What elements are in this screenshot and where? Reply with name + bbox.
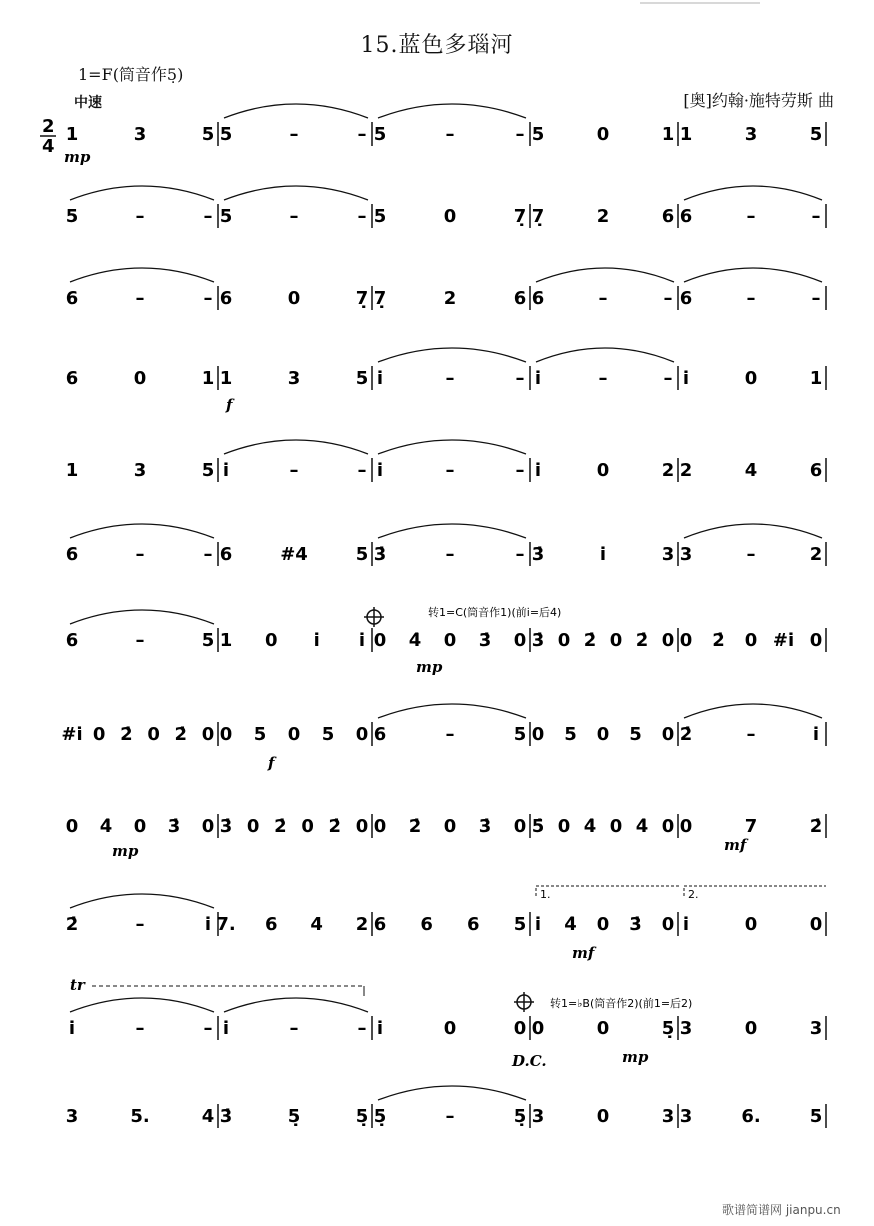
note: 5 [564, 724, 577, 745]
note: i̇ [534, 914, 542, 935]
note: 0 [661, 816, 675, 837]
note: 0 [133, 816, 147, 837]
trill-marking: tr [70, 976, 85, 994]
note: – [746, 288, 756, 309]
note: – [289, 460, 299, 481]
note: i̇ [812, 724, 820, 745]
note: – [203, 1018, 213, 1039]
note: 0 [301, 816, 314, 837]
note: 0 [373, 816, 387, 837]
slur [378, 524, 526, 538]
key-signature: 1=F(筒音作5̣) [78, 65, 184, 84]
note: 5 [355, 368, 369, 389]
composer-credit: [奥]约翰·施特劳斯 曲 [683, 91, 834, 110]
note: 2̇ [274, 816, 287, 837]
note: 0 [65, 816, 79, 837]
note: 7̣ [373, 288, 387, 309]
note: i̇ [682, 368, 690, 389]
note: 3 [809, 1018, 823, 1039]
note: 4̇ [99, 816, 113, 837]
slur [536, 348, 674, 362]
slur [684, 704, 822, 718]
note: 0 [809, 630, 823, 651]
slur [684, 268, 822, 282]
note: 5 [373, 206, 387, 227]
note: 1 [679, 124, 693, 145]
note: 4 [201, 1106, 215, 1127]
modulation-note-2: 转1=♭B(筒音作2)(前1=后2) [550, 997, 693, 1010]
note: 6 [679, 206, 693, 227]
note: 0 [744, 368, 758, 389]
note: i̇ [222, 1018, 230, 1039]
note: 5 [809, 1106, 823, 1127]
time-sig-bottom: 4 [42, 136, 55, 157]
note: 0 [355, 816, 369, 837]
note: 7̣ [355, 288, 369, 309]
slur [70, 524, 214, 538]
volta-1: 1. [540, 888, 551, 901]
slur [224, 104, 368, 118]
note: 1 [809, 368, 823, 389]
note: 6 [65, 544, 79, 565]
note: 0 [596, 1106, 610, 1127]
note: 5 [219, 124, 233, 145]
note: 0 [661, 630, 675, 651]
note: – [515, 124, 525, 145]
note: i̇ [313, 630, 320, 651]
note: 1 [219, 368, 233, 389]
note: – [357, 124, 367, 145]
note: – [135, 630, 145, 651]
note: 0 [513, 816, 527, 837]
note: 3 [287, 368, 301, 389]
note: 6 [531, 288, 545, 309]
note: 3 [744, 124, 758, 145]
note: 2 [661, 460, 675, 481]
note: – [203, 544, 213, 565]
note: 0 [443, 630, 457, 651]
note: 2̇ [635, 630, 649, 651]
note: 6 [65, 368, 79, 389]
note: – [135, 206, 145, 227]
note: 2̇ [120, 724, 133, 745]
note: 0 [679, 630, 693, 651]
slur [378, 440, 526, 454]
note: 1 [661, 124, 675, 145]
coda-sign-icon [514, 992, 534, 1012]
note: 6 [219, 288, 233, 309]
note: i̇ [534, 368, 542, 389]
note: 0 [596, 124, 610, 145]
note: i̇ [376, 460, 384, 481]
note: – [357, 1018, 367, 1039]
note: 0 [557, 630, 571, 651]
note: 0 [609, 816, 623, 837]
note: #i̇ [772, 630, 795, 651]
note: 1 [65, 460, 79, 481]
note: – [289, 1018, 299, 1039]
note: – [515, 368, 525, 389]
note: 3̇ [373, 544, 387, 565]
note: 5̇ [531, 816, 545, 837]
note: i̇ [358, 630, 366, 651]
note: – [445, 368, 455, 389]
note: 4̇ [635, 816, 649, 837]
note: 0 [373, 630, 387, 651]
page-title: 15.蓝色多瑙河 [360, 33, 514, 58]
note: 6 [513, 288, 527, 309]
note: 0 [287, 724, 301, 745]
note: – [746, 724, 756, 745]
note: 0 [513, 1018, 527, 1039]
note: 5 [65, 206, 79, 227]
note: 0 [744, 630, 758, 651]
slur [70, 894, 214, 908]
note: i̇ [204, 914, 212, 935]
note: 5 [201, 630, 215, 651]
watermark: 歌谱简谱网 jianpu.cn [722, 1203, 841, 1217]
note: 6 [661, 206, 675, 227]
note: 4̇ [408, 630, 422, 651]
note: 6 [467, 914, 480, 935]
note: – [598, 288, 608, 309]
dynamic-mark: f [268, 754, 275, 772]
note: 5̣ [661, 1018, 675, 1039]
note: 5 [253, 724, 267, 745]
note: 3̇ [167, 816, 181, 837]
note: 5 [531, 124, 545, 145]
note: 0 [513, 630, 527, 651]
note: 5 [321, 724, 335, 745]
note: 5 [201, 124, 215, 145]
slur [536, 268, 674, 282]
note: – [598, 368, 608, 389]
note: – [357, 460, 367, 481]
note: 0 [596, 460, 610, 481]
note: 3 [133, 124, 147, 145]
note: i̇ [222, 460, 230, 481]
note: 3 [679, 1106, 693, 1127]
slur [378, 1086, 526, 1100]
note: – [663, 288, 673, 309]
note: 4 [744, 460, 758, 481]
note: 6 [373, 724, 387, 745]
note: 2̇ [408, 816, 422, 837]
note: – [663, 368, 673, 389]
note: 2 [596, 206, 610, 227]
note: i̇ [376, 368, 384, 389]
slur [224, 440, 368, 454]
note: 4̇ [583, 816, 597, 837]
note: 0 [596, 914, 610, 935]
note: – [445, 124, 455, 145]
note: – [135, 288, 145, 309]
note: – [445, 544, 455, 565]
note: 7̣ [531, 206, 545, 227]
note: 3 [531, 1106, 545, 1127]
note: 0 [147, 724, 160, 745]
note: 3̇ [531, 630, 545, 651]
note: 2̇ [679, 724, 693, 745]
note: – [445, 724, 455, 745]
note: 4̇ [564, 914, 577, 935]
note: 5̣ [373, 1106, 387, 1127]
note: 2 [355, 914, 369, 935]
note: 1 [219, 630, 233, 651]
note: 5̣ [513, 1106, 527, 1127]
note: 2̇ [174, 724, 188, 745]
note: – [203, 288, 213, 309]
note: 0 [531, 1018, 545, 1039]
dynamic-mark: mf [724, 836, 747, 854]
note: 7. [216, 914, 236, 935]
note: 0 [661, 724, 675, 745]
slur [378, 704, 526, 718]
note: 0 [609, 630, 623, 651]
note: 2̇ [65, 914, 79, 935]
note: i̇ [682, 914, 690, 935]
note: 0 [679, 816, 693, 837]
note: 6 [809, 460, 823, 481]
note: – [289, 124, 299, 145]
note: 5̣ [287, 1106, 301, 1127]
note: 2̇ [328, 816, 342, 837]
note: 6 [373, 914, 387, 935]
note: 3 [679, 1018, 693, 1039]
note: – [811, 288, 821, 309]
note: 2 [809, 544, 823, 565]
dynamic-mark: mp [622, 1048, 649, 1066]
note: 3̇ [219, 816, 233, 837]
note: – [357, 206, 367, 227]
note: 3 [679, 544, 693, 565]
note: 3̇ [629, 914, 642, 935]
note: 3 [65, 1106, 79, 1127]
note: 5 [201, 460, 215, 481]
note: 2̇ [809, 816, 823, 837]
note: 6 [420, 914, 433, 935]
note: – [135, 544, 145, 565]
note: – [289, 206, 299, 227]
note: 5 [629, 724, 642, 745]
modulation-note-1: 转1=C(筒音作1)(前i̇=后4̇) [428, 606, 562, 619]
slur [378, 348, 526, 362]
note: – [746, 206, 756, 227]
note: 0 [744, 914, 758, 935]
note: 5 [355, 544, 369, 565]
note: 4 [310, 914, 323, 935]
note: 5. [130, 1106, 150, 1127]
note: – [811, 206, 821, 227]
note: 6. [741, 1106, 761, 1127]
dynamic-mark: mp [416, 658, 443, 676]
note: 7̣ [513, 206, 527, 227]
note: 3 [133, 460, 147, 481]
time-sig-top: 2 [42, 116, 55, 137]
note: #4 [280, 544, 308, 565]
note: 2̇ [712, 630, 725, 651]
slur [224, 998, 368, 1012]
slur [684, 524, 822, 538]
note: 2 [679, 460, 693, 481]
coda-sign-icon [364, 607, 384, 627]
note: 0 [92, 724, 106, 745]
note: – [515, 460, 525, 481]
note: 0 [201, 816, 215, 837]
note: 3 [661, 544, 675, 565]
note: i̇ [376, 1018, 384, 1039]
dynamic-mark: mp [64, 148, 91, 166]
note: – [445, 460, 455, 481]
note: 6 [65, 288, 79, 309]
volta-2: 2. [688, 888, 699, 901]
note: 3̇ [531, 544, 545, 565]
slur [224, 186, 368, 200]
note: 0 [201, 724, 215, 745]
note: 7 [744, 816, 758, 837]
note: 5̣ [355, 1106, 369, 1127]
note: 0 [596, 724, 610, 745]
note: – [515, 544, 525, 565]
note: 3̇ [219, 1106, 233, 1127]
note: i̇ [534, 460, 542, 481]
note: 0 [809, 914, 823, 935]
note: 2 [443, 288, 457, 309]
note: 6 [265, 914, 278, 935]
note: 3̇ [478, 630, 492, 651]
slur [70, 998, 214, 1012]
note: 0 [287, 288, 301, 309]
note: – [135, 1018, 145, 1039]
dynamic-mark: f [226, 396, 233, 414]
note: 0 [443, 1018, 457, 1039]
note: 0 [557, 816, 571, 837]
dc-marking: D.C. [512, 1052, 547, 1070]
slur [70, 610, 214, 624]
note: i̇ [599, 544, 607, 565]
dynamic-mark: mp [112, 842, 139, 860]
note: 3̇ [478, 816, 492, 837]
note: – [203, 206, 213, 227]
note: 6 [65, 630, 79, 651]
note: 1 [65, 124, 79, 145]
note: 5 [809, 124, 823, 145]
note: 5 [513, 914, 527, 935]
note: i̇ [68, 1018, 76, 1039]
slur [378, 104, 526, 118]
note: 6 [219, 544, 233, 565]
note: 2̇ [583, 630, 597, 651]
tempo-marking: 中速 [74, 95, 102, 111]
note: 0 [246, 816, 260, 837]
note: 0 [531, 724, 545, 745]
note: – [746, 544, 756, 565]
note: 0 [661, 914, 675, 935]
slur [684, 186, 822, 200]
note: 3 [661, 1106, 675, 1127]
slur [70, 186, 214, 200]
note: 0 [355, 724, 369, 745]
slur [70, 268, 214, 282]
note: 0 [744, 1018, 758, 1039]
note: 0 [219, 724, 233, 745]
note: 0 [443, 206, 457, 227]
note: 0 [265, 630, 278, 651]
note: 5 [373, 124, 387, 145]
dynamic-mark: mf [572, 944, 595, 962]
note: 0 [596, 1018, 610, 1039]
note: 5 [219, 206, 233, 227]
note: – [445, 1106, 455, 1127]
note: 6 [679, 288, 693, 309]
note: 0 [443, 816, 457, 837]
note: – [135, 914, 145, 935]
note: 5 [513, 724, 527, 745]
note: #i̇ [61, 724, 83, 745]
note: 1 [201, 368, 215, 389]
note: 0 [133, 368, 147, 389]
